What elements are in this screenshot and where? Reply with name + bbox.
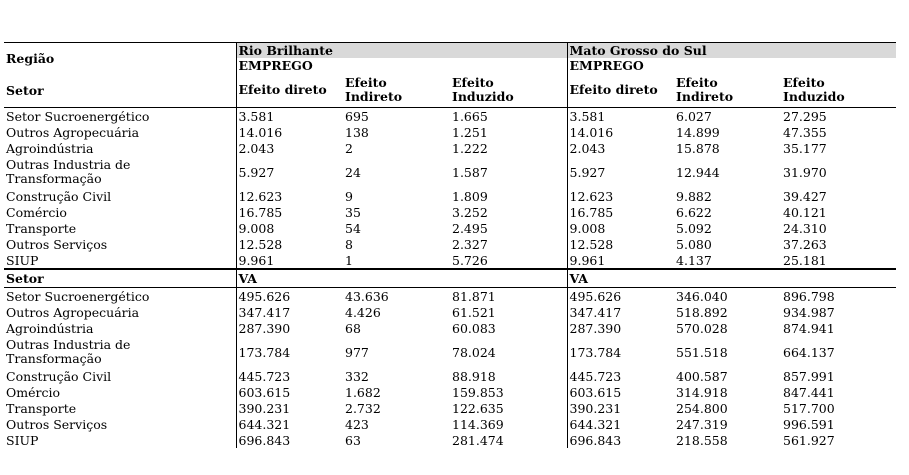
setor-cell bbox=[4, 416, 236, 432]
region-mato-grosso-do-sul: Mato Grosso do Sul bbox=[567, 43, 896, 59]
emprego-label-rb: EMPREGO bbox=[236, 58, 567, 73]
value-cell: 9.961 bbox=[567, 252, 674, 269]
setor-cell bbox=[4, 236, 236, 252]
value-cell: 644.321 bbox=[567, 416, 674, 432]
value-cell: 138 bbox=[345, 124, 369, 140]
column-header-line: Indireto bbox=[345, 89, 403, 104]
value-cell: 346.040 bbox=[676, 288, 728, 304]
table-row bbox=[4, 288, 896, 305]
value-cell: 551.518 bbox=[676, 344, 728, 360]
setor-name: Omércio bbox=[6, 384, 60, 400]
value-cell: 445.723 bbox=[236, 368, 343, 384]
setor-name: Setor Sucroenergético bbox=[6, 288, 150, 304]
value-cell: 4.426 bbox=[345, 304, 381, 320]
value-cell: 2.327 bbox=[452, 236, 488, 252]
column-header-rb-0 bbox=[236, 73, 343, 108]
value-cell: 695 bbox=[345, 108, 369, 124]
setor-name: Transformação bbox=[6, 171, 102, 186]
table-row bbox=[4, 188, 896, 204]
setor-cell bbox=[4, 336, 236, 368]
table-row bbox=[4, 252, 896, 269]
setor-cell bbox=[4, 252, 236, 269]
setor-name: Construção Civil bbox=[6, 188, 112, 204]
value-cell: 2.732 bbox=[345, 400, 381, 416]
value-cell: 570.028 bbox=[676, 320, 728, 336]
table-row bbox=[4, 204, 896, 220]
setor-name: Comércio bbox=[6, 204, 67, 220]
setor-name: SIUP bbox=[6, 252, 39, 268]
value-cell: 6.027 bbox=[676, 108, 712, 124]
setor-cell bbox=[4, 140, 236, 156]
value-cell: 423 bbox=[345, 416, 369, 432]
setor-cell bbox=[4, 124, 236, 140]
value-cell: 173.784 bbox=[236, 336, 343, 368]
setor-cell bbox=[4, 400, 236, 416]
value-cell: 9.961 bbox=[236, 252, 343, 269]
value-cell: 5.092 bbox=[676, 220, 712, 236]
value-cell: 16.785 bbox=[236, 204, 343, 220]
value-cell: 24 bbox=[345, 164, 361, 180]
value-cell: 1.809 bbox=[452, 188, 488, 204]
value-cell: 977 bbox=[345, 344, 369, 360]
setor-cell bbox=[4, 432, 236, 448]
value-cell: 603.615 bbox=[567, 384, 674, 400]
value-cell: 2.043 bbox=[567, 140, 674, 156]
setor-cell bbox=[4, 188, 236, 204]
value-cell: 696.843 bbox=[567, 432, 674, 448]
table-row bbox=[4, 320, 896, 336]
table-row bbox=[4, 140, 896, 156]
table-row bbox=[4, 304, 896, 320]
value-cell: 54 bbox=[345, 220, 361, 236]
column-header-ms-1 bbox=[674, 73, 781, 108]
value-cell: 390.231 bbox=[236, 400, 343, 416]
value-cell: 37.263 bbox=[783, 236, 827, 252]
value-cell: 12.623 bbox=[236, 188, 343, 204]
column-header-rb-2 bbox=[450, 73, 567, 108]
value-cell: 81.871 bbox=[452, 288, 496, 304]
column-header-rb-1 bbox=[343, 73, 450, 108]
setor-header-va: Setor bbox=[4, 269, 236, 288]
column-header-line: Efeito direto bbox=[238, 82, 327, 97]
value-cell: 1.587 bbox=[452, 164, 488, 180]
setor-name: Transporte bbox=[6, 400, 77, 416]
setor-cell bbox=[4, 204, 236, 220]
value-cell: 2 bbox=[345, 140, 353, 156]
value-cell: 518.892 bbox=[676, 304, 728, 320]
value-cell: 5.927 bbox=[567, 156, 674, 188]
value-cell: 39.427 bbox=[783, 188, 827, 204]
setor-name: Construção Civil bbox=[6, 368, 112, 384]
setor-name: Outras Industria de bbox=[6, 337, 131, 352]
value-cell: 24.310 bbox=[783, 220, 827, 236]
column-header-line: Induzido bbox=[452, 89, 514, 104]
value-cell: 495.626 bbox=[567, 288, 674, 305]
value-cell: 390.231 bbox=[567, 400, 674, 416]
value-cell: 25.181 bbox=[783, 252, 827, 268]
va-label-rb: VA bbox=[236, 269, 567, 288]
value-cell: 78.024 bbox=[452, 344, 496, 360]
setor-name: Outros Serviços bbox=[6, 236, 108, 252]
value-cell: 35.177 bbox=[783, 140, 827, 156]
value-cell: 332 bbox=[345, 368, 369, 384]
value-cell: 1.665 bbox=[452, 108, 488, 124]
value-cell: 1 bbox=[345, 252, 353, 268]
table-row bbox=[4, 220, 896, 236]
emprego-label-ms: EMPREGO bbox=[567, 58, 896, 73]
value-cell: 61.521 bbox=[452, 304, 496, 320]
value-cell: 4.137 bbox=[676, 252, 712, 268]
setor-name: Agroindústria bbox=[6, 320, 94, 336]
value-cell: 9 bbox=[345, 188, 353, 204]
value-cell: 5.927 bbox=[236, 156, 343, 188]
setor-cell bbox=[4, 368, 236, 384]
column-header-ms-0 bbox=[567, 73, 674, 108]
value-cell: 896.798 bbox=[783, 288, 835, 304]
regiao-label: Região bbox=[4, 43, 236, 74]
column-header-line: Induzido bbox=[783, 89, 845, 104]
value-cell: 495.626 bbox=[236, 288, 343, 305]
setor-cell bbox=[4, 220, 236, 236]
setor-name: Outros Agropecuária bbox=[6, 304, 140, 320]
value-cell: 12.528 bbox=[236, 236, 343, 252]
value-cell: 287.390 bbox=[236, 320, 343, 336]
impact-table bbox=[4, 42, 896, 448]
value-cell: 1.222 bbox=[452, 140, 488, 156]
value-cell: 8 bbox=[345, 236, 353, 252]
table-row bbox=[4, 368, 896, 384]
value-cell: 63 bbox=[345, 432, 361, 448]
column-header-line: Efeito bbox=[676, 75, 718, 90]
table-row bbox=[4, 384, 896, 400]
value-cell: 12.944 bbox=[676, 164, 720, 180]
value-cell: 874.941 bbox=[783, 320, 835, 336]
setor-header: Setor bbox=[4, 73, 236, 108]
va-header-row bbox=[4, 269, 896, 288]
value-cell: 14.899 bbox=[676, 124, 720, 140]
setor-name: Transformação bbox=[6, 351, 102, 366]
table-row bbox=[4, 400, 896, 416]
value-cell: 14.016 bbox=[567, 124, 674, 140]
value-cell: 27.295 bbox=[783, 108, 827, 124]
setor-name: Outras Industria de bbox=[6, 157, 131, 172]
value-cell: 1.251 bbox=[452, 124, 488, 140]
table-row bbox=[4, 416, 896, 432]
value-cell: 2.043 bbox=[236, 140, 343, 156]
value-cell: 43.636 bbox=[345, 288, 389, 304]
table-row bbox=[4, 108, 896, 125]
value-cell: 281.474 bbox=[452, 432, 504, 448]
setor-cell bbox=[4, 384, 236, 400]
value-cell: 218.558 bbox=[676, 432, 728, 448]
setor-name: SIUP bbox=[6, 432, 39, 448]
setor-cell bbox=[4, 320, 236, 336]
value-cell: 2.495 bbox=[452, 220, 488, 236]
value-cell: 287.390 bbox=[567, 320, 674, 336]
setor-cell bbox=[4, 156, 236, 188]
value-cell: 9.882 bbox=[676, 188, 712, 204]
setor-name: Transporte bbox=[6, 220, 77, 236]
value-cell: 247.319 bbox=[676, 416, 728, 432]
value-cell: 35 bbox=[345, 204, 361, 220]
value-cell: 644.321 bbox=[236, 416, 343, 432]
column-header-line: Indireto bbox=[676, 89, 734, 104]
value-cell: 173.784 bbox=[567, 336, 674, 368]
value-cell: 603.615 bbox=[236, 384, 343, 400]
value-cell: 664.137 bbox=[783, 344, 835, 360]
value-cell: 561.927 bbox=[783, 432, 835, 448]
value-cell: 445.723 bbox=[567, 368, 674, 384]
column-header-ms-2 bbox=[781, 73, 896, 108]
value-cell: 934.987 bbox=[783, 304, 835, 320]
value-cell: 996.591 bbox=[783, 416, 835, 432]
value-cell: 5.080 bbox=[676, 236, 712, 252]
value-cell: 6.622 bbox=[676, 204, 712, 220]
table-row bbox=[4, 124, 896, 140]
table-row bbox=[4, 432, 896, 448]
value-cell: 12.623 bbox=[567, 188, 674, 204]
region-rio-brilhante: Rio Brilhante bbox=[236, 43, 567, 59]
value-cell: 9.008 bbox=[236, 220, 343, 236]
value-cell: 3.252 bbox=[452, 204, 488, 220]
value-cell: 88.918 bbox=[452, 368, 496, 384]
table-row bbox=[4, 236, 896, 252]
value-cell: 122.635 bbox=[452, 400, 504, 416]
column-header-line: Efeito bbox=[345, 75, 387, 90]
value-cell: 40.121 bbox=[783, 204, 827, 220]
column-header-line: Efeito direto bbox=[569, 82, 658, 97]
value-cell: 347.417 bbox=[236, 304, 343, 320]
value-cell: 3.581 bbox=[567, 108, 674, 125]
value-cell: 314.918 bbox=[676, 384, 728, 400]
va-label-ms: VA bbox=[567, 269, 896, 288]
value-cell: 400.587 bbox=[676, 368, 728, 384]
setor-name: Setor Sucroenergético bbox=[6, 108, 150, 124]
value-cell: 14.016 bbox=[236, 124, 343, 140]
value-cell: 5.726 bbox=[452, 252, 488, 268]
value-cell: 347.417 bbox=[567, 304, 674, 320]
value-cell: 12.528 bbox=[567, 236, 674, 252]
table-row bbox=[4, 156, 896, 188]
setor-cell bbox=[4, 108, 236, 125]
column-header-line: Efeito bbox=[783, 75, 825, 90]
value-cell: 9.008 bbox=[567, 220, 674, 236]
value-cell: 15.878 bbox=[676, 140, 720, 156]
value-cell: 68 bbox=[345, 320, 361, 336]
value-cell: 1.682 bbox=[345, 384, 381, 400]
value-cell: 696.843 bbox=[236, 432, 343, 448]
value-cell: 114.369 bbox=[452, 416, 504, 432]
value-cell: 60.083 bbox=[452, 320, 496, 336]
value-cell: 254.800 bbox=[676, 400, 728, 416]
value-cell: 847.441 bbox=[783, 384, 835, 400]
table-row bbox=[4, 336, 896, 368]
setor-name: Outros Agropecuária bbox=[6, 124, 140, 140]
value-cell: 16.785 bbox=[567, 204, 674, 220]
value-cell: 159.853 bbox=[452, 384, 504, 400]
setor-name: Outros Serviços bbox=[6, 416, 108, 432]
column-header-line: Efeito bbox=[452, 75, 494, 90]
value-cell: 31.970 bbox=[783, 164, 827, 180]
value-cell: 3.581 bbox=[236, 108, 343, 125]
value-cell: 857.991 bbox=[783, 368, 835, 384]
value-cell: 47.355 bbox=[783, 124, 827, 140]
setor-cell bbox=[4, 304, 236, 320]
value-cell: 517.700 bbox=[783, 400, 835, 416]
setor-cell bbox=[4, 288, 236, 305]
setor-name: Agroindústria bbox=[6, 140, 94, 156]
